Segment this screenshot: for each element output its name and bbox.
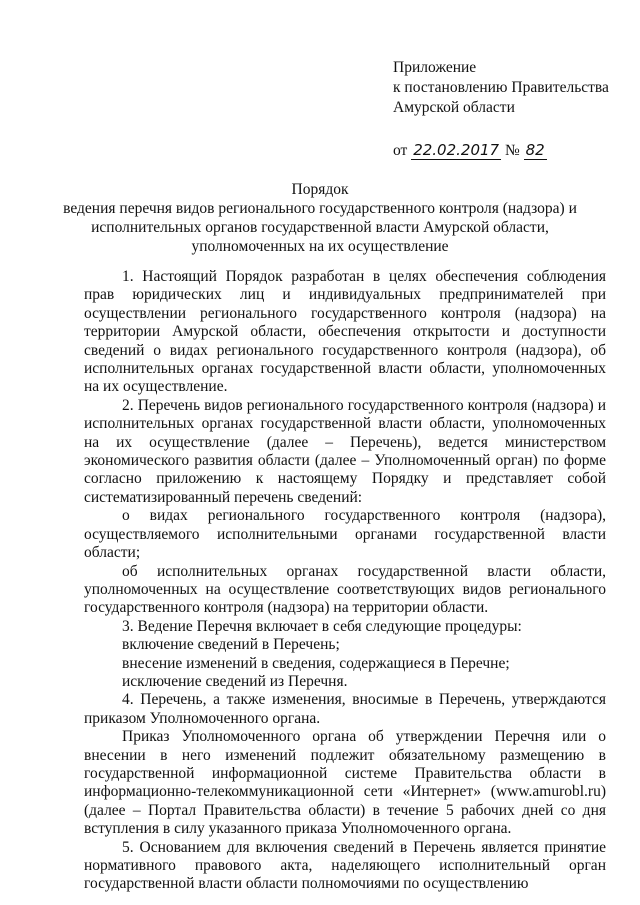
title-line-2: ведения перечня видов регионального государственного контроля (надзора) и [63, 200, 577, 217]
paragraph-3-item-1: включение сведений в Перечень; [122, 636, 340, 654]
date-prefix: от [393, 142, 408, 159]
header-appendix: Приложение [393, 59, 477, 76]
document-title [40, 180, 600, 256]
paragraph-4-order: Приказ Уполномоченного органа об утверждении Перечня или о внесении в него изменений подлежит обязательному размещению в государственной информационной системе Правительства области в информационно-телекоммуникационной сети «Интернет» (www.amurobl.ru) (далее – Портал Правительства области) в течение 5 рабочих дней со дня вступления в силу указанного приказа Уполномоченного органа. [84, 728, 606, 838]
paragraph-2: 2. Перечень видов регионального государственного контроля (надзора) и исполнительных органах государственной власти области, уполномоченных на их осуществление (далее – Перечень), ведется министерством экономического развития области (далее – Уполномоченный орган) по форме согласно приложению к настоящему Порядку и представляет собой систематизированный перечень сведений: [84, 396, 606, 506]
title-line-3: исполнительных органов государственной власти Амурской области, [91, 219, 549, 236]
title-line-1: Порядок [291, 181, 349, 198]
title-line-4: уполномоченных на их осуществление [191, 238, 449, 255]
paragraph-2-item-2: об исполнительных органах государственной власти области, уполномоченных на осуществление соответствующих видов регионального государственного контроля (надзора) на территории области. [84, 562, 606, 617]
paragraph-1: 1. Настоящий Порядок разработан в целях обеспечения соблюдения прав юридических лиц и индивидуальных предпринимателей при осуществлении регионального государственного контроля (надзора) на территории Амурской области, обеспечения открытости и доступности сведений о видах регионального государственного контроля (надзора), об исполнительных органах государственной власти области, уполномоченных на их осуществление. [84, 268, 606, 396]
paragraph-2-item-1: о видах регионального государственного контроля (надзора), осуществляемого исполнительными органами государственной власти области; [84, 507, 606, 562]
header-region: Амурской области [393, 99, 515, 116]
paragraph-3: 3. Ведение Перечня включает в себя следующие процедуры: [122, 617, 522, 635]
date-value: 22.02.2017 [413, 141, 500, 159]
number-prefix: № [504, 142, 520, 159]
number-value: 82 [525, 141, 545, 159]
date-line [393, 140, 633, 161]
paragraph-3-item-2: внесение изменений в сведения, содержащиеся в Перечне; [122, 654, 510, 672]
document-header [393, 58, 633, 161]
paragraph-3-item-3: исключение сведений из Перечня. [122, 672, 348, 690]
paragraph-5: 5. Основанием для включения сведений в Перечень является принятие нормативного правового акта, наделяющего исполнительный орган государственной власти области полномочиями по осуществлению [84, 838, 606, 893]
document-body [84, 268, 606, 894]
header-resolution: к постановлению Правительства [393, 79, 609, 96]
paragraph-4: 4. Перечень, а также изменения, вносимые в Перечень, утверждаются приказом Уполномоченного органа. [84, 691, 606, 727]
